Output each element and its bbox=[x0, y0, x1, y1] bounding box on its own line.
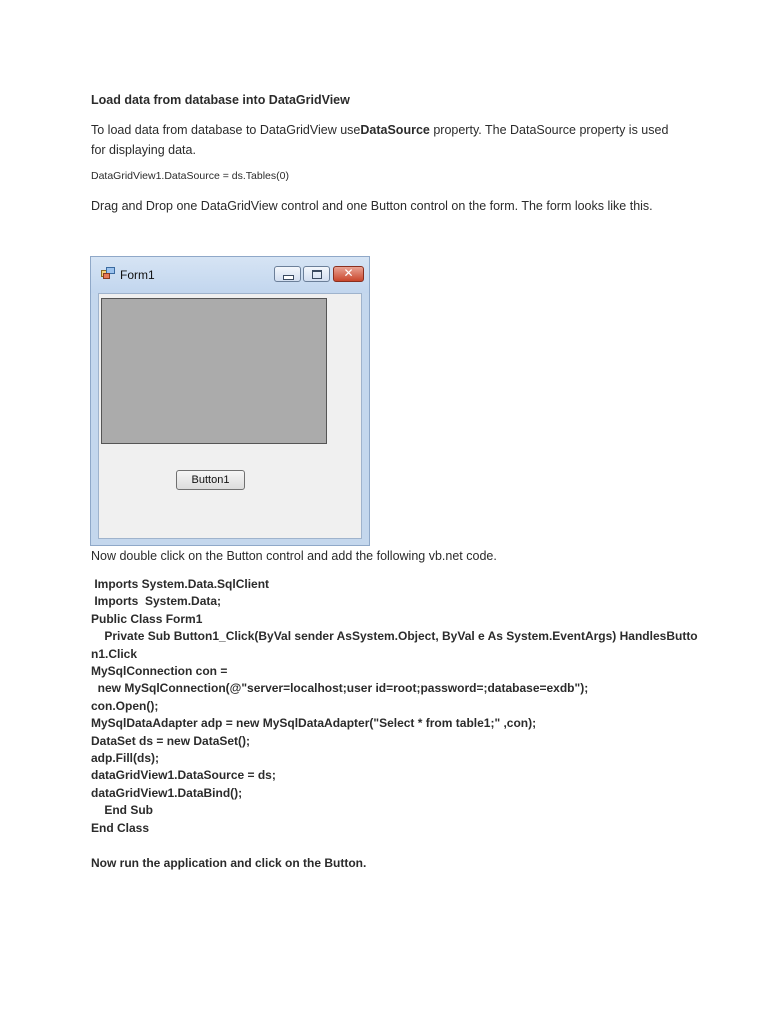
code-line: Imports System.Data; bbox=[91, 594, 222, 609]
code-line: new MySqlConnection(@"server=localhost;user id=root;password=;database=exdb"); bbox=[91, 681, 589, 696]
double-click-text: Now double click on the Button control and add the following vb.net code. bbox=[91, 549, 497, 563]
code-line: End Class bbox=[91, 820, 150, 835]
code-snippet: DataGridView1.DataSource = ds.Tables(0) bbox=[91, 170, 289, 182]
intro-text-pre: To load data from database to DataGridView use bbox=[91, 123, 361, 137]
code-line: Public Class Form1 bbox=[91, 611, 203, 626]
run-text: Now run the application and click on the Button. bbox=[91, 856, 367, 870]
page-heading: Load data from database into DataGridView bbox=[91, 93, 350, 107]
code-block bbox=[91, 576, 698, 837]
code-line: MySqlConnection con = bbox=[91, 664, 228, 679]
intro-text-line2: for displaying data. bbox=[91, 143, 196, 157]
button1[interactable]: Button1 bbox=[176, 470, 245, 490]
form-title-bar[interactable] bbox=[91, 257, 369, 293]
code-line: adp.Fill(ds); bbox=[91, 751, 159, 766]
form-title: Form1 bbox=[120, 268, 155, 282]
code-line: con.Open(); bbox=[91, 698, 159, 713]
code-line: Private Sub Button1_Click(ByVal sender AsSystem.Object, ByVal e As System.EventArgs) HandlesButto bbox=[91, 629, 698, 644]
intro-text-post: property. The DataSource property is used bbox=[429, 123, 669, 137]
drag-drop-text: Drag and Drop one DataGridView control and one Button control on the form. The form looks like this. bbox=[91, 199, 653, 213]
intro-text-bold: DataSource bbox=[360, 123, 430, 137]
form-window bbox=[90, 256, 370, 546]
code-line: MySqlDataAdapter adp = new MySqlDataAdapter("Select * from table1;" ,con); bbox=[91, 716, 537, 731]
code-line: End Sub bbox=[91, 803, 153, 818]
code-line: n1.Click bbox=[91, 646, 138, 661]
code-line: DataSet ds = new DataSet(); bbox=[91, 733, 251, 748]
data-grid-view[interactable] bbox=[101, 298, 327, 444]
form-client-area bbox=[98, 293, 362, 539]
maximize-button[interactable] bbox=[303, 266, 330, 282]
form-app-icon bbox=[101, 267, 115, 279]
code-line: dataGridView1.DataBind(); bbox=[91, 785, 243, 800]
minimize-button[interactable] bbox=[274, 266, 301, 282]
intro-paragraph bbox=[91, 120, 668, 160]
code-line: dataGridView1.DataSource = ds; bbox=[91, 768, 276, 783]
code-line: Imports System.Data.SqlClient bbox=[91, 577, 270, 591]
close-button[interactable] bbox=[333, 266, 364, 282]
